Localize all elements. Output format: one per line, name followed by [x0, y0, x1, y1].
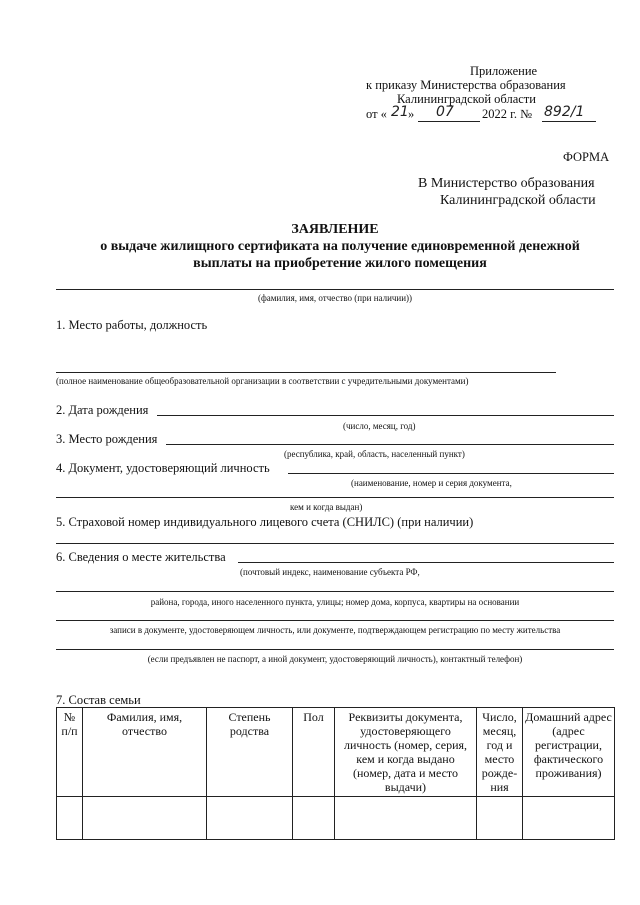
- field-6-line-3[interactable]: [56, 620, 614, 621]
- field-4-line[interactable]: [288, 473, 614, 474]
- appendix-date-line: [366, 104, 616, 125]
- table-cell[interactable]: [207, 797, 293, 840]
- col-number-header: № п/п: [57, 708, 83, 797]
- appendix-order-ref: к приказу Министерства образования: [366, 78, 566, 92]
- family-table: [56, 707, 615, 840]
- col-sex-header: Пол: [293, 708, 335, 797]
- addressee-line1: В Министерство образования: [418, 176, 595, 191]
- table-row: [57, 797, 615, 840]
- fio-line[interactable]: [56, 289, 614, 290]
- field-1-label: 1. Место работы, должность: [56, 318, 208, 332]
- field-5-label: 5. Страховой номер индивидуального лицевого счета (СНИЛС) (при наличии): [56, 515, 474, 529]
- field-6-caption: (почтовый индекс, наименование субъекта РФ,: [240, 567, 420, 577]
- field-4-label: 4. Документ, удостоверяющий личность: [56, 461, 270, 475]
- document-title: ЗАЯВЛЕНИЕ: [291, 222, 379, 237]
- field-6-line-4[interactable]: [56, 649, 614, 650]
- field-6-label: 6. Сведения о месте жительства: [56, 550, 226, 564]
- field-5-line[interactable]: [56, 543, 614, 544]
- addressee-line2: Калининградской области: [440, 193, 596, 208]
- field-2-line[interactable]: [157, 415, 614, 416]
- field-6-line[interactable]: [238, 562, 614, 563]
- field-3-line[interactable]: [166, 444, 614, 445]
- field-6-caption-3: записи в документе, удостоверяющем личность, или документе, подтверждающем регистрацию по месту жительства: [109, 625, 561, 635]
- col-address-header: Домашний адрес (адрес регистрации, фактического проживания): [523, 708, 615, 797]
- col-birth-header: Число, месяц, год и место рожде-ния: [477, 708, 523, 797]
- table-cell[interactable]: [293, 797, 335, 840]
- appendix-region: Калининградской области: [397, 92, 536, 106]
- appendix-label: Приложение: [470, 64, 538, 78]
- field-6-caption-4: (если предъявлен не паспорт, а иной документ, удостоверяющий личность), контактный телефон): [147, 654, 523, 664]
- table-cell[interactable]: [83, 797, 207, 840]
- field-7-label: 7. Состав семьи: [56, 693, 141, 707]
- date-month: 07: [436, 104, 454, 120]
- date-month-underline: [418, 121, 480, 122]
- family-table-header-row: [57, 708, 615, 797]
- field-6-caption-2: района, города, иного населенного пункта, улицы; номер дома, корпуса, квартиры на основании: [150, 597, 520, 607]
- table-cell[interactable]: [477, 797, 523, 840]
- col-fio-header: Фамилия, имя, отчество: [83, 708, 207, 797]
- field-3-caption: (республика, край, область, населенный пункт): [284, 449, 465, 459]
- table-cell[interactable]: [335, 797, 477, 840]
- field-6-line-2[interactable]: [56, 591, 614, 592]
- forma-label: ФОРМА: [563, 150, 610, 164]
- field-4-caption: (наименование, номер и серия документа,: [351, 478, 512, 488]
- table-cell[interactable]: [523, 797, 615, 840]
- field-1-line[interactable]: [56, 372, 556, 373]
- date-year: 2022 г. №: [482, 107, 533, 121]
- date-prefix: от «: [366, 107, 387, 121]
- date-day: 21: [391, 104, 409, 120]
- date-mid: »: [408, 107, 415, 121]
- field-1-caption: (полное наименование общеобразовательной организации в соответствии с учредительными документами): [56, 376, 469, 386]
- col-document-header: Реквизиты документа, удостоверяющего личность (номер, серия, кем и когда выдано (номер, дата и место выдачи): [335, 708, 477, 797]
- field-4-line-2[interactable]: [56, 497, 614, 498]
- fio-caption: (фамилия, имя, отчество (при наличии)): [257, 293, 413, 303]
- table-cell[interactable]: [57, 797, 83, 840]
- field-2-label: 2. Дата рождения: [56, 403, 149, 417]
- order-number: 892/1: [544, 104, 585, 120]
- document-subtitle-2: выплаты на приобретение жилого помещения: [193, 256, 487, 271]
- col-relation-header: Степень родства: [207, 708, 293, 797]
- field-3-label: 3. Место рождения: [56, 432, 158, 446]
- order-number-underline: [542, 121, 596, 122]
- document-subtitle-1: о выдаче жилищного сертификата на получение единовременной денежной: [100, 239, 580, 254]
- field-2-caption: (число, месяц, год): [343, 421, 416, 431]
- field-4-caption-2: кем и когда выдан): [290, 502, 363, 512]
